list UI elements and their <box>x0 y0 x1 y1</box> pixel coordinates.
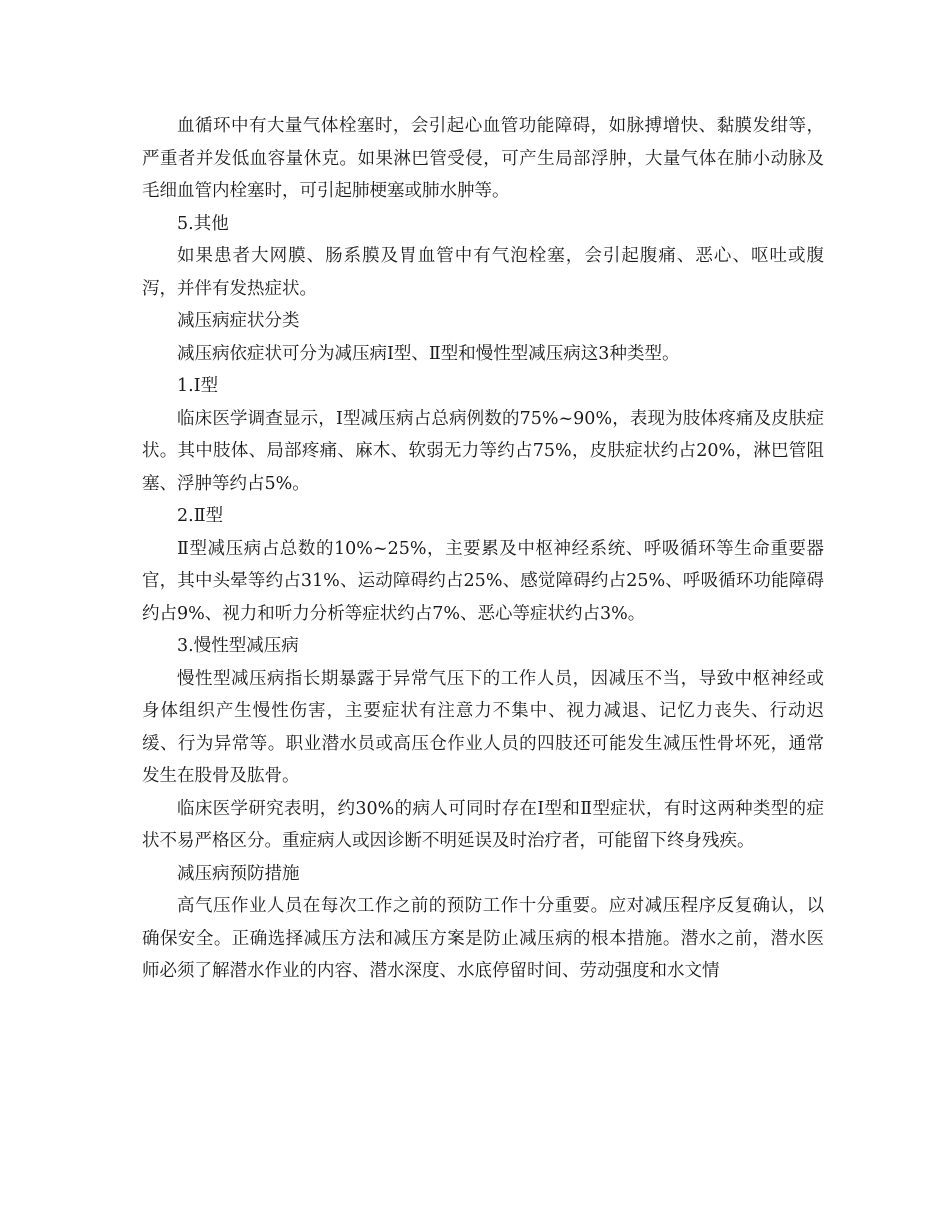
paragraph-chronic-type: 慢性型减压病指长期暴露于异常气压下的工作人员，因减压不当，导致中枢神经或身体组织产生慢性伤害，主要症状有注意力不集中、视力减退、记忆力丧失、行动迟缓、行为异常等。职业潜水员或高压仓作业人员的四肢还可能发生减压性骨坏死，通常发生在股骨及肱骨。 <box>142 668 824 786</box>
heading-chronic-type: 3.慢性型减压病 <box>177 636 299 656</box>
document-body <box>142 110 824 988</box>
paragraph-abdominal: 如果患者大网膜、肠系膜及胃血管中有气泡栓塞，会引起腹痛、恶心、呕吐或腹泻，并伴有发热症状。 <box>142 246 824 299</box>
heading-type-2: 2.Ⅱ型 <box>177 506 224 526</box>
paragraph-prevention: 高气压作业人员在每次工作之前的预防工作十分重要。应对减压程序反复确认，以确保安全。正确选择减压方法和减压方案是防止减压病的根本措施。潜水之前，潜水医师必须了解潜水作业的内容、潜水深度、水底停留时间、劳动强度和水文情 <box>142 896 824 981</box>
heading-prevention: 减压病预防措施 <box>177 863 300 884</box>
paragraph-mixed-types: 临床医学研究表明，约30%的病人可同时存在Ⅰ型和Ⅱ型症状，有时这两种类型的症状不易严格区分。重症病人或因诊断不明延误及时治疗者，可能留下终身残疾。 <box>142 798 824 851</box>
heading-symptom-classification: 减压病症状分类 <box>177 311 300 331</box>
heading-other: 5.其他 <box>177 213 229 234</box>
paragraph-gas-embolism: 血循环中有大量气体栓塞时，会引起心血管功能障碍，如脉搏增快、黏膜发绀等，严重者并发低血容量休克。如果淋巴管受侵，可产生局部浮肿，大量气体在肺小动脉及毛细血管内栓塞时，可引起肺梗塞或肺水肿等。 <box>142 116 824 201</box>
paragraph-type-2: Ⅱ型减压病占总数的10%~25%，主要累及中枢神经系统、呼吸循环等生命重要器官，其中头晕等约占31%、运动障碍约占25%、感觉障碍约占25%、呼吸循环功能障碍约占9%、视力和听力分析等症状约占7%、恶心等症状约占3%。 <box>142 538 824 624</box>
paragraph-type-1: 临床医学调查显示，Ⅰ型减压病占总病例数的75%~90%，表现为肢体疼痛及皮肤症状。其中肢体、局部疼痛、麻木、软弱无力等约占75%，皮肤症状约占20%，淋巴管阻塞、浮肿等约占5%。 <box>142 408 824 494</box>
paragraph-three-types: 减压病依症状可分为减压病Ⅰ型、Ⅱ型和慢性型减压病这3种类型。 <box>177 343 680 364</box>
heading-type-1: 1.Ⅰ型 <box>177 376 219 396</box>
